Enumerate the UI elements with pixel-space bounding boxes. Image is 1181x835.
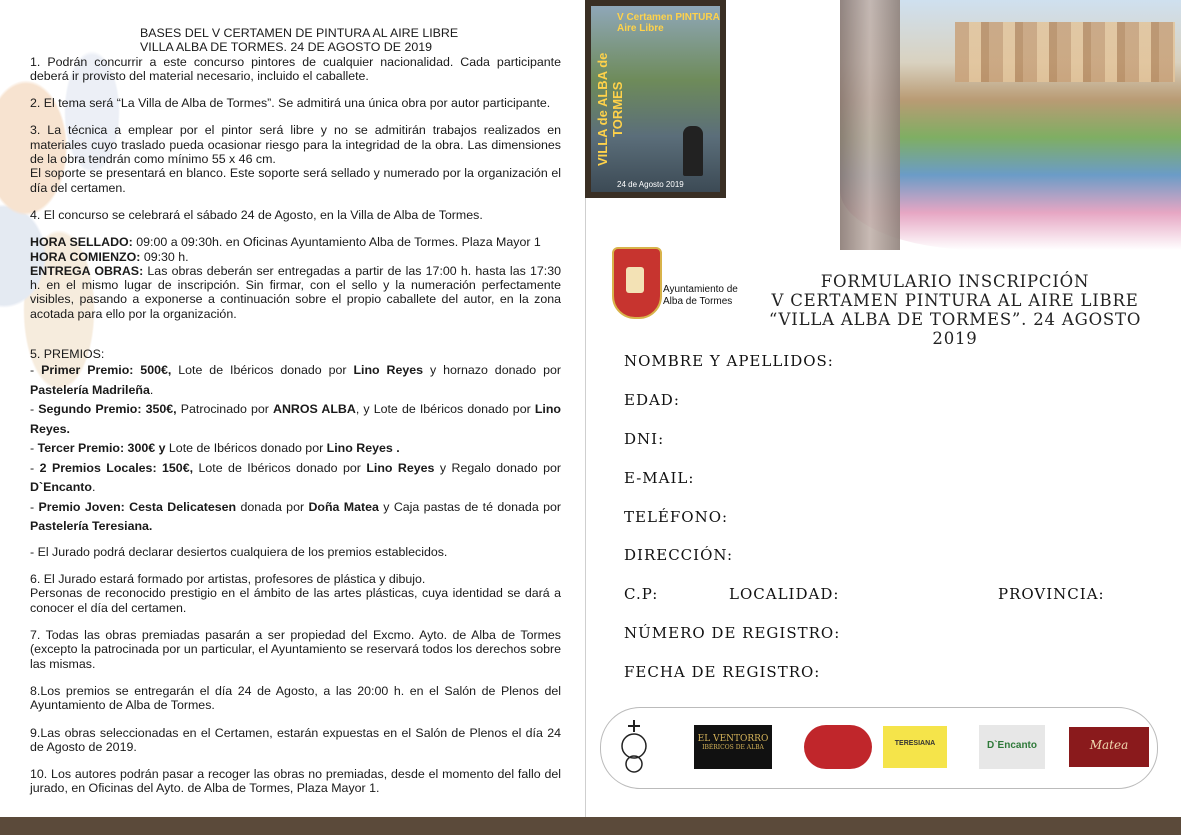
footer-bar [0, 817, 1181, 835]
direccion-field[interactable] [730, 546, 1144, 568]
hora-sellado-text: 09:00 a 09:30h. en Oficinas Ayuntamiento Alba de Tormes. Plaza Mayor 1 [132, 235, 541, 250]
form-title-line3: “VILLA ALBA DE TORMES”. 24 AGOSTO 2019 [768, 310, 1142, 348]
poster-thumbnail [585, 0, 726, 198]
dni-field[interactable] [668, 430, 1142, 452]
bases-item-7: 7. Todas las obras premiadas pasarán a ser propiedad del Excmo. Ayto. de Alba de Tormes (excepto la patrocinada por un particular, el Ayuntamiento se reservará todos los derechos sobre las mismas. [30, 628, 561, 671]
fecha-registro-field[interactable] [808, 663, 1142, 685]
coat-of-arms-icon [612, 247, 662, 319]
form-title-line1: FORMULARIO INSCRIPCIÓN [820, 272, 1090, 291]
bases-title-line1: BASES DEL V CERTAMEN DE PINTURA AL AIRE LIBRE [140, 26, 459, 40]
email-label: E-MAIL: [624, 469, 695, 487]
pasteleria-madrilena-logo [804, 725, 872, 769]
bases-item-1: 1. Podrán concurrir a este concurso pintores de cualquier nacionalidad. Cada participante deberá ir provisto del material necesario, incluido el caballete. [30, 54, 561, 83]
teresiana-logo: TERESIANA [883, 726, 947, 768]
localidad-label: LOCALIDAD: [729, 585, 840, 603]
ayuntamiento-label [663, 284, 738, 308]
edad-label: EDAD: [624, 391, 680, 409]
bases-title-line2: VILLA ALBA DE TORMES. 24 DE AGOSTO DE 2019 [140, 40, 433, 55]
prize-1: - Primer Premio: 500€, Lote de Ibéricos donado por Lino Reyes y hornazo donado por Pastelería Madrileña. [30, 363, 561, 397]
bases-item-6a: 6. El Jurado estará formado por artistas, profesores de plástica y dibujo. [30, 572, 426, 587]
entrega-obras [30, 264, 561, 321]
provincia-label: PROVINCIA: [998, 585, 1105, 603]
poster-image [591, 6, 720, 192]
ventorro-subtitle: IBÉRICOS DE ALBA [702, 744, 764, 751]
localidad-field[interactable] [838, 585, 992, 607]
hora-sellado-label: HORA SELLADO: [30, 235, 133, 250]
dencanto-logo: D`Encanto [979, 725, 1045, 769]
painter-figure [683, 126, 703, 176]
direccion-label: DIRECCIÓN: [624, 546, 734, 564]
dni-label: DNI: [624, 430, 665, 448]
bases-text [30, 26, 561, 796]
form-title-line2: V CERTAMEN PINTURA AL AIRE LIBRE [771, 291, 1139, 310]
form-title [745, 272, 1165, 348]
email-field[interactable] [690, 469, 1144, 491]
hora-comienzo-text: 09:30 h. [140, 249, 189, 264]
ayuntamiento-line2: Alba de Tormes [663, 296, 733, 307]
ventorro-name: EL VENTORRO [697, 734, 769, 744]
hora-comienzo-label: HORA COMIENZO: [30, 249, 141, 264]
prize-5: - Premio Joven: Cesta Delicatesen donada por Doña Matea y Caja pastas de té donada por Pastelería Teresiana. [30, 499, 561, 534]
bases-item-4: 4. El concurso se celebrará el sábado 24 de Agosto, en la Villa de Alba de Tormes. [30, 207, 483, 222]
ayuntamiento-line1: Ayuntamiento de [663, 284, 738, 295]
entrega-text: Las obras deberán ser entregadas a partir de las 17:00 h. hasta las 17:30 h. en el mismo lugar de inscripción. Sin firmar, con el sello y la numeración perfectamente visibles, pasando a exponerse a continuación sobre el propio caballete del autor, en la zona acotada para ello por la organización. [30, 263, 561, 321]
prize-list [30, 361, 561, 537]
bases-item-8: 8.Los premios se entregarán el día 24 de Agosto, a las 20:00 h. en el Salón de Plenos del Ayuntamiento de Alba de Tormes. [30, 683, 561, 713]
bases-item-6b: Personas de reconocido prestigio en el ámbito de las artes plásticas, cuya identidad se dará a conocer el día del certamen. [30, 586, 561, 615]
num-registro-label: NÚMERO DE REGISTRO: [624, 624, 841, 642]
jurado-desiertos: - El Jurado podrá declarar desiertos cualquiera de los premios establecidos. [30, 544, 448, 559]
cp-label: C.P: [624, 585, 659, 603]
bases-item-3a: 3. La técnica a emplear por el pintor será libre y no se admitirán trabajos realizados en materiales cuyo traslado pueda ocasionar riesgo para la integridad de la obra. Las dimensiones de la obra tendrán como mínimo 55 x 46 cm. [30, 123, 561, 167]
curtain-decoration [840, 0, 900, 250]
poster-brand: V Certamen PINTURA Aire Libre [617, 12, 720, 34]
poster-date: 24 de Agosto 2019 [617, 180, 684, 189]
entrega-label: ENTREGA OBRAS: [30, 263, 144, 278]
el-ventorro-logo [694, 725, 772, 769]
bases-panel [0, 0, 585, 835]
nombre-label: NOMBRE Y APELLIDOS: [624, 352, 834, 370]
dona-matea-logo: Matea [1069, 727, 1149, 767]
bases-item-5: 5. PREMIOS: [30, 347, 105, 362]
prize-4: - 2 Premios Locales: 150€, Lote de Ibéricos donado por Lino Reyes y Regalo donado por D`Encanto. [30, 460, 561, 495]
poster-vertical-title: VILLA de ALBA de TORMES [595, 52, 625, 166]
bases-item-9: 9.Las obras seleccionadas en el Certamen, estarán expuestas en el Salón de Plenos el día 24 de Agosto de 2019. [30, 725, 561, 754]
fecha-registro-label: FECHA DE REGISTRO: [624, 663, 821, 681]
prize-2: - Segundo Premio: 350€, Patrocinado por ANROS ALBA, y Lote de Ibéricos donado por Lino Reyes. [30, 402, 561, 436]
nombre-field[interactable] [818, 352, 1152, 374]
hora-sellado [30, 235, 561, 249]
num-registro-field[interactable] [830, 624, 1144, 646]
edad-field[interactable] [680, 391, 1144, 413]
bases-item-2: 2. El tema será “La Villa de Alba de Tormes”. Se admitirá una única obra por autor participante. [30, 96, 551, 111]
anros-logo [614, 718, 654, 774]
town-skyline [955, 22, 1175, 82]
prize-3: - Tercer Premio: 300€ y Lote de Ibéricos donado por Lino Reyes . [30, 441, 400, 456]
bases-item-3b: El soporte se presentará en blanco. Este soporte será sellado y numerado por la organización el día del certamen. [30, 166, 561, 195]
bases-item-10: 10. Los autores podrán pasar a recoger las obras no premiadas, desde el momento del fallo del jurado, en Oficinas del Ayto. de Alba de Tormes, Plaza Mayor 1. [30, 767, 561, 796]
cp-field[interactable] [660, 585, 724, 607]
hora-comienzo [30, 250, 561, 264]
telefono-field[interactable] [720, 508, 1144, 530]
telefono-label: TELÉFONO: [624, 508, 729, 526]
